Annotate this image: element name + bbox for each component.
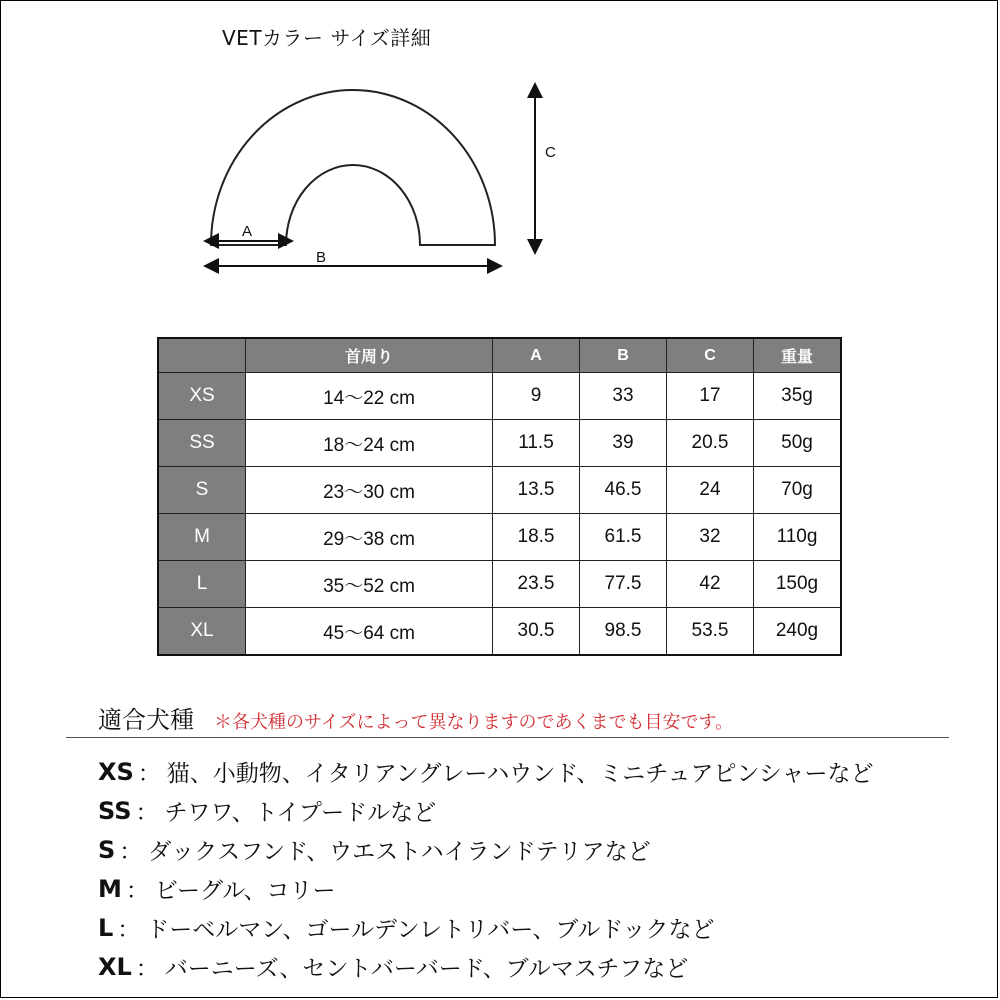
breed-size: XL [98, 952, 132, 981]
row-b: 61.5 [580, 514, 667, 561]
list-item [98, 947, 873, 986]
list-item [98, 908, 873, 947]
row-size: S [158, 467, 246, 514]
row-c: 20.5 [667, 420, 754, 467]
table-row [158, 467, 841, 514]
row-a: 18.5 [493, 514, 580, 561]
row-b: 46.5 [580, 467, 667, 514]
header-c: C [667, 338, 754, 373]
table-row [158, 514, 841, 561]
row-size: XS [158, 373, 246, 420]
row-size: M [158, 514, 246, 561]
dimension-c-label: C [545, 144, 556, 161]
row-b: 77.5 [580, 561, 667, 608]
breed-size: XS [98, 757, 134, 786]
table-row [158, 561, 841, 608]
breed-separator: ： [119, 839, 143, 865]
header-a: A [493, 338, 580, 373]
row-c: 17 [667, 373, 754, 420]
list-item [98, 869, 873, 908]
list-item [98, 830, 873, 869]
size-table [157, 337, 842, 656]
list-item [98, 752, 873, 791]
row-b: 98.5 [580, 608, 667, 656]
table-header-row [158, 338, 841, 373]
dimension-a-label: A [242, 223, 253, 240]
row-weight: 70g [754, 467, 842, 514]
row-a: 9 [493, 373, 580, 420]
breed-heading [98, 700, 733, 735]
row-size: L [158, 561, 246, 608]
header-corner [158, 338, 246, 373]
row-c: 53.5 [667, 608, 754, 656]
row-neck: 35～52 cm [246, 561, 493, 608]
row-weight: 150g [754, 561, 842, 608]
header-b: B [580, 338, 667, 373]
row-weight: 50g [754, 420, 842, 467]
breed-separator: ： [135, 956, 159, 982]
breed-size: L [98, 913, 114, 942]
row-c: 42 [667, 561, 754, 608]
row-b: 33 [580, 373, 667, 420]
row-weight: 110g [754, 514, 842, 561]
row-c: 32 [667, 514, 754, 561]
dimension-b-label: B [316, 249, 327, 266]
breed-text: ドーベルマン、ゴールデンレトリバー、ブルドックなど [146, 917, 715, 943]
table-row [158, 420, 841, 467]
row-a: 23.5 [493, 561, 580, 608]
list-item [98, 791, 873, 830]
row-c: 24 [667, 467, 754, 514]
breed-note: ＊各犬種のサイズによって異なりますのであくまでも目安です。 [214, 712, 734, 733]
row-size: SS [158, 420, 246, 467]
section-divider [66, 737, 949, 738]
breed-size: SS [98, 796, 132, 825]
collar-diagram [190, 70, 570, 285]
row-weight: 35g [754, 373, 842, 420]
table-row [158, 373, 841, 420]
breed-separator: ： [137, 761, 161, 787]
header-weight: 重量 [754, 338, 842, 373]
row-neck: 29～38 cm [246, 514, 493, 561]
page-title: VETカラー サイズ詳細 [222, 26, 432, 50]
breed-text: ダックスフンド、ウエストハイランドテリアなど [148, 839, 651, 865]
row-neck: 45～64 cm [246, 608, 493, 656]
row-neck: 18～24 cm [246, 420, 493, 467]
breed-size: M [98, 874, 122, 903]
header-neck: 首周り [246, 338, 493, 373]
breed-separator: ： [125, 878, 149, 904]
breed-section-title: 適合犬種 [98, 706, 194, 734]
row-a: 13.5 [493, 467, 580, 514]
row-a: 30.5 [493, 608, 580, 656]
breed-text: チワワ、トイプードルなど [164, 800, 437, 826]
row-b: 39 [580, 420, 667, 467]
breed-text: 猫、小動物、イタリアングレーハウンド、ミニチュアピンシャーなど [166, 761, 874, 787]
breed-text: ビーグル、コリー [154, 878, 336, 904]
row-size: XL [158, 608, 246, 656]
collar-shape [211, 90, 495, 245]
breed-list [98, 752, 873, 986]
row-weight: 240g [754, 608, 842, 656]
row-neck: 23～30 cm [246, 467, 493, 514]
breed-size: S [98, 835, 116, 864]
breed-text: バーニーズ、セントバーバード、ブルマスチフなど [164, 956, 689, 982]
table-row [158, 608, 841, 656]
row-neck: 14～22 cm [246, 373, 493, 420]
breed-separator: ： [117, 917, 141, 943]
row-a: 11.5 [493, 420, 580, 467]
breed-separator: ： [135, 800, 159, 826]
